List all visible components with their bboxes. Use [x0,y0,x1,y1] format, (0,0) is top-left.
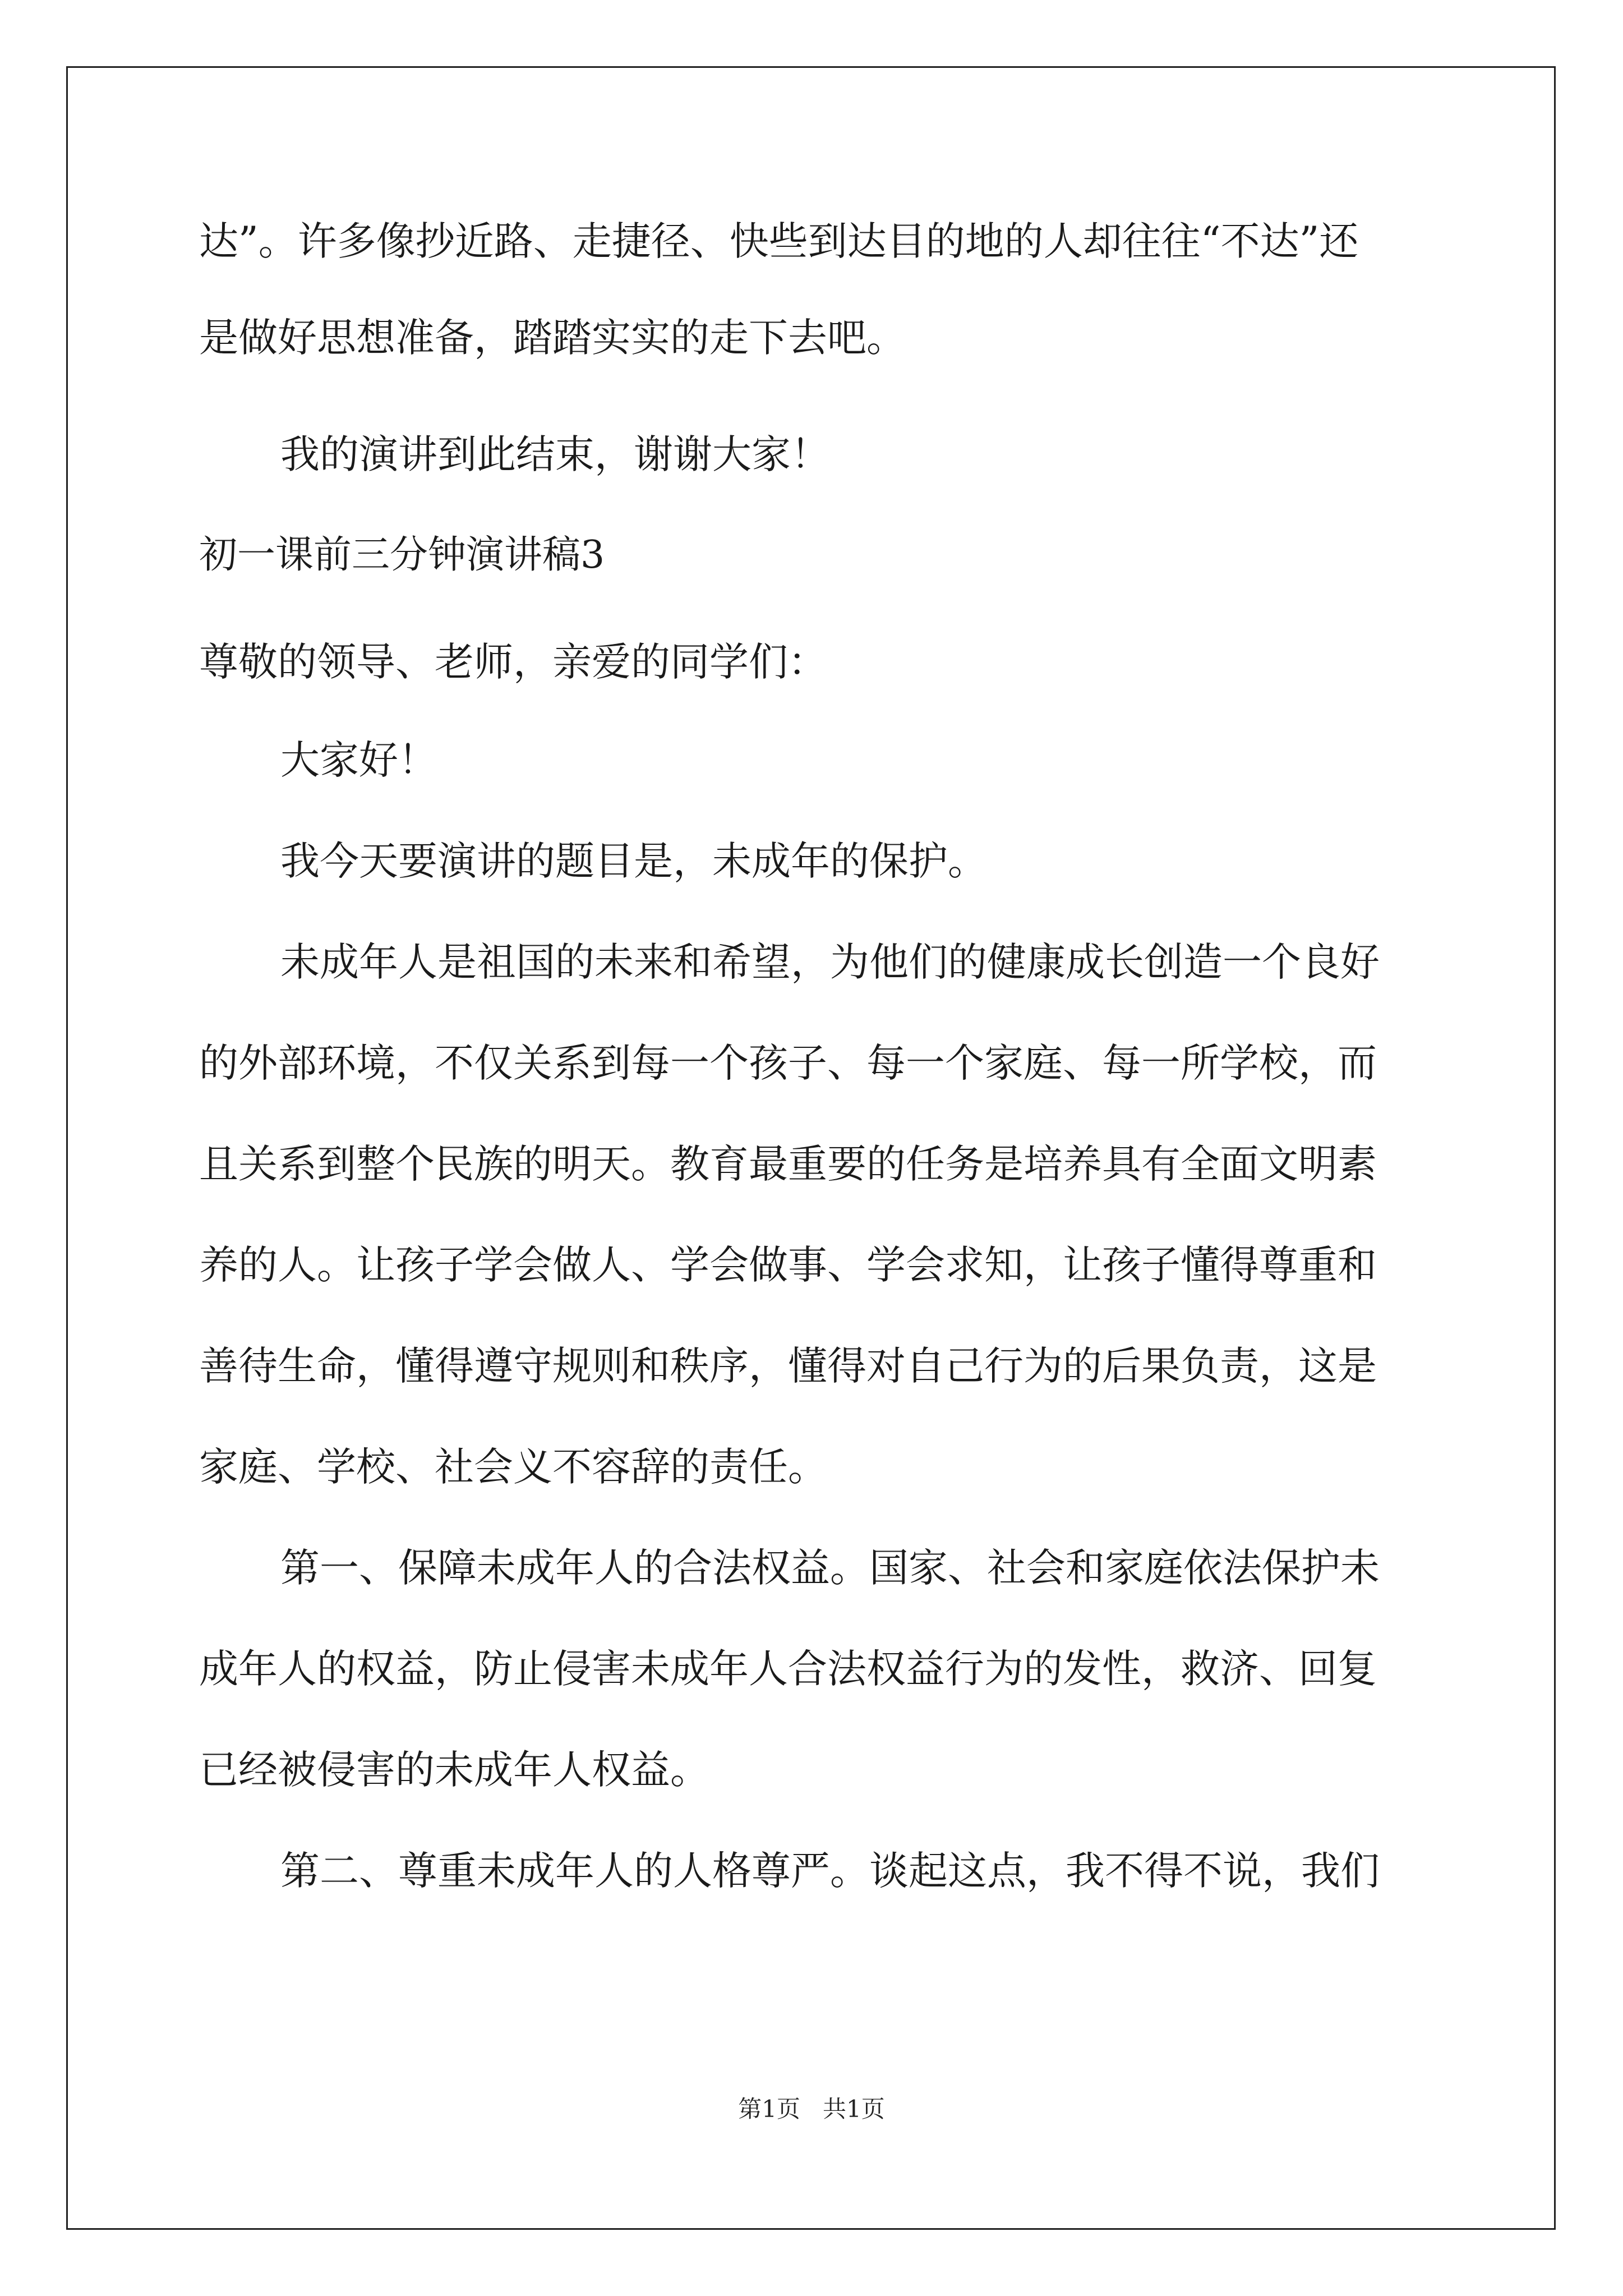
page-footer [0,2092,1623,2126]
paragraph-line: 第一、保障未成年人的合法权益。国家、社会和家庭依法保护未 [280,1545,1380,1591]
paragraph-line: 是做好思想准备，踏踏实实的走下去吧。 [199,315,906,361]
paragraph-line: 达”。许多像抄近路、走捷径、快些到达目的地的人却往往“不达”还 [199,218,1359,264]
paragraph-line: 未成年人是祖国的未来和希望，为他们的健康成长创造一个良好 [280,939,1380,985]
paragraph-line: 成年人的权益，防止侵害未成年人合法权益行为的发性，救济、回复 [199,1646,1377,1692]
paragraph-line: 我今天要演讲的题目是，未成年的保护。 [280,838,987,884]
paragraph-line: 已经被侵害的未成年人权益。 [199,1747,709,1793]
section-heading: 初一课前三分钟演讲稿3 [199,533,605,577]
paragraph-line: 我的演讲到此结束，谢谢大家！ [280,431,830,477]
paragraph-line: 家庭、学校、社会义不容辞的责任。 [199,1444,827,1490]
page-number: 第1页 [738,2095,800,2123]
salutation: 尊敬的领导、老师，亲爱的同学们： [199,639,827,685]
paragraph-line: 且关系到整个民族的明天。教育最重要的任务是培养具有全面文明素 [199,1141,1377,1187]
paragraph-line: 善待生命，懂得遵守规则和秩序，懂得对自己行为的后果负责，这是 [199,1343,1377,1389]
paragraph-line: 的外部环境，不仅关系到每一个孩子、每一个家庭、每一所学校，而 [199,1040,1377,1086]
greeting: 大家好！ [280,737,437,783]
paragraph-line: 第二、尊重未成年人的人格尊严。谈起这点，我不得不说，我们 [280,1848,1380,1894]
paragraph-line: 养的人。让孩子学会做人、学会做事、学会求知，让孩子懂得尊重和 [199,1242,1377,1288]
page-total: 共1页 [823,2095,885,2123]
